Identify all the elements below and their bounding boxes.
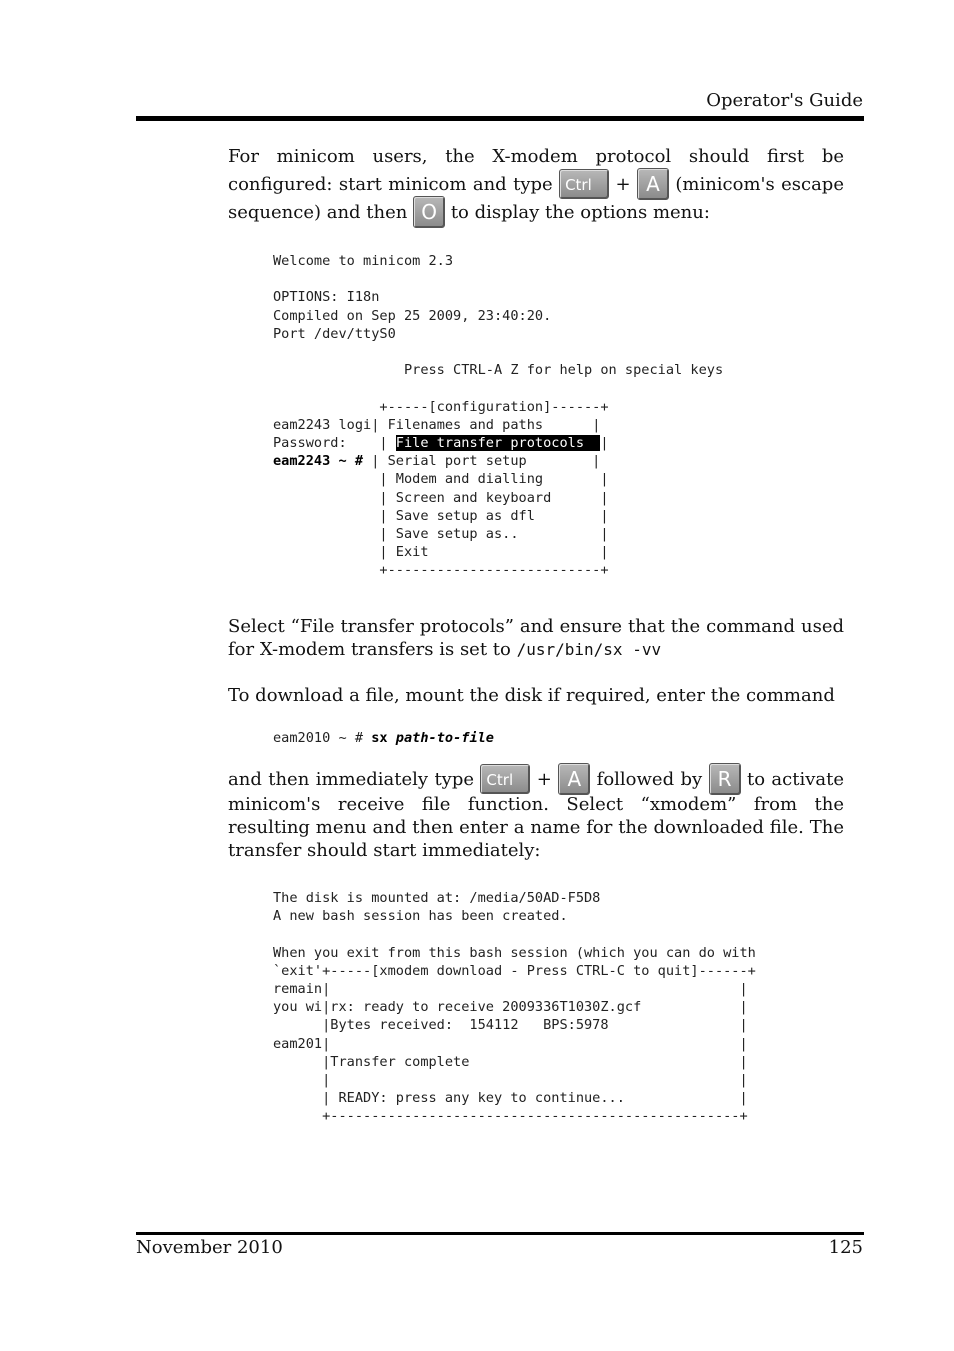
terminal-line: remain| |: [273, 981, 748, 998]
footer-date: November 2010: [136, 1237, 283, 1258]
download-paragraph: To download a file, mount the disk if required, enter the command: [228, 685, 835, 706]
command-argument: path-to-file: [395, 730, 494, 746]
footer-rule: [136, 1232, 864, 1235]
terminal-line: | READY: press any key to continue... |: [273, 1090, 748, 1107]
terminal-line: |Transfer complete |: [273, 1053, 748, 1070]
protocol-paragraph: [228, 615, 844, 661]
menu-item: | Save setup as.. |: [273, 526, 609, 543]
plus-sign: +: [609, 174, 637, 195]
r-key-icon: R: [709, 763, 741, 795]
running-header: Operator's Guide: [706, 90, 863, 111]
terminal-line: When you exit from this bash session (which you can do with: [273, 944, 756, 961]
plus-sign: +: [530, 769, 559, 790]
intro-text-1: For minicom users, the X-modem protocol should first be configured: start minicom and type: [228, 146, 844, 195]
terminal-line: Welcome to minicom 2.3: [273, 253, 454, 269]
terminal-line: Password:: [273, 435, 380, 452]
receive-text-3: to activate minicom's receive file function. Select “xmodem” from the resulting menu and then enter a name for the downloaded file. The transfer should start immediately:: [228, 769, 845, 861]
header-rule: [136, 116, 864, 121]
terminal-line: The disk is mounted at: /media/50AD-F5D8: [273, 890, 601, 906]
menu-border: |: [600, 435, 609, 452]
menu-border: |: [379, 435, 396, 452]
terminal-line: |Bytes received: 154112 BPS:5978 |: [273, 1017, 748, 1034]
o-key-icon: O: [413, 196, 445, 228]
download-command-terminal: [273, 729, 494, 747]
receive-text-1: and then immediately type: [228, 769, 481, 790]
terminal-line: A new bash session has been created.: [273, 908, 568, 925]
command-name: sx: [371, 730, 388, 746]
menu-item: | Exit |: [273, 544, 609, 561]
ctrl-key-icon: Ctrl: [480, 764, 530, 794]
terminal-line: OPTIONS: I18n: [273, 289, 380, 306]
terminal-line: you wi|rx: ready to receive 2009336T1030Z.gcf |: [273, 999, 748, 1016]
terminal-line: +--------------------------------------------------+: [273, 1108, 748, 1125]
menu-box-bottom: +--------------------------+: [273, 562, 609, 579]
terminal-line: Press CTRL-A Z for help on special keys: [273, 362, 724, 379]
terminal-line: Port /dev/ttyS0: [273, 325, 396, 342]
page-number: 125: [828, 1237, 863, 1258]
intro-text-2: (minicom's escape sequence) and then: [228, 174, 844, 223]
shell-prompt: eam2010 ~ #: [273, 730, 372, 746]
terminal-line: | |: [273, 1072, 748, 1089]
menu-item: | Save setup as dfl |: [273, 507, 609, 524]
shell-prompt: eam2243 ~ #: [273, 453, 364, 470]
sx-command: /usr/bin/sx -vv: [516, 640, 662, 659]
receive-text-2: followed by: [590, 769, 709, 790]
intro-paragraph: [228, 143, 844, 227]
protocol-text: Select “File transfer protocols” and ensure that the command used for X-modem transfers is set to: [228, 616, 844, 660]
menu-box-top: +-----[configuration]------+: [273, 398, 609, 415]
menu-item: | Filenames and paths |: [371, 416, 601, 433]
ctrl-key-icon: Ctrl: [559, 169, 609, 199]
menu-item: | Modem and dialling |: [273, 471, 609, 488]
a-key-icon: A: [637, 168, 669, 200]
menu-item: | Serial port setup |: [363, 453, 601, 470]
a-key-icon: A: [558, 763, 590, 795]
menu-item-selected: File transfer protocols: [395, 435, 601, 452]
xmodem-download-terminal: [273, 889, 756, 1126]
intro-text-3: to display the options menu:: [445, 202, 710, 223]
terminal-line: `exit'+-----[xmodem download - Press CTRL-C to quit]------+: [273, 962, 756, 979]
minicom-options-terminal: [273, 252, 723, 580]
menu-item: | Screen and keyboard |: [273, 489, 609, 506]
terminal-line: eam201| |: [273, 1035, 748, 1052]
receive-paragraph: [228, 767, 844, 862]
terminal-line: Compiled on Sep 25 2009, 23:40:20.: [273, 307, 552, 324]
terminal-line: eam2243 logi: [273, 416, 372, 433]
